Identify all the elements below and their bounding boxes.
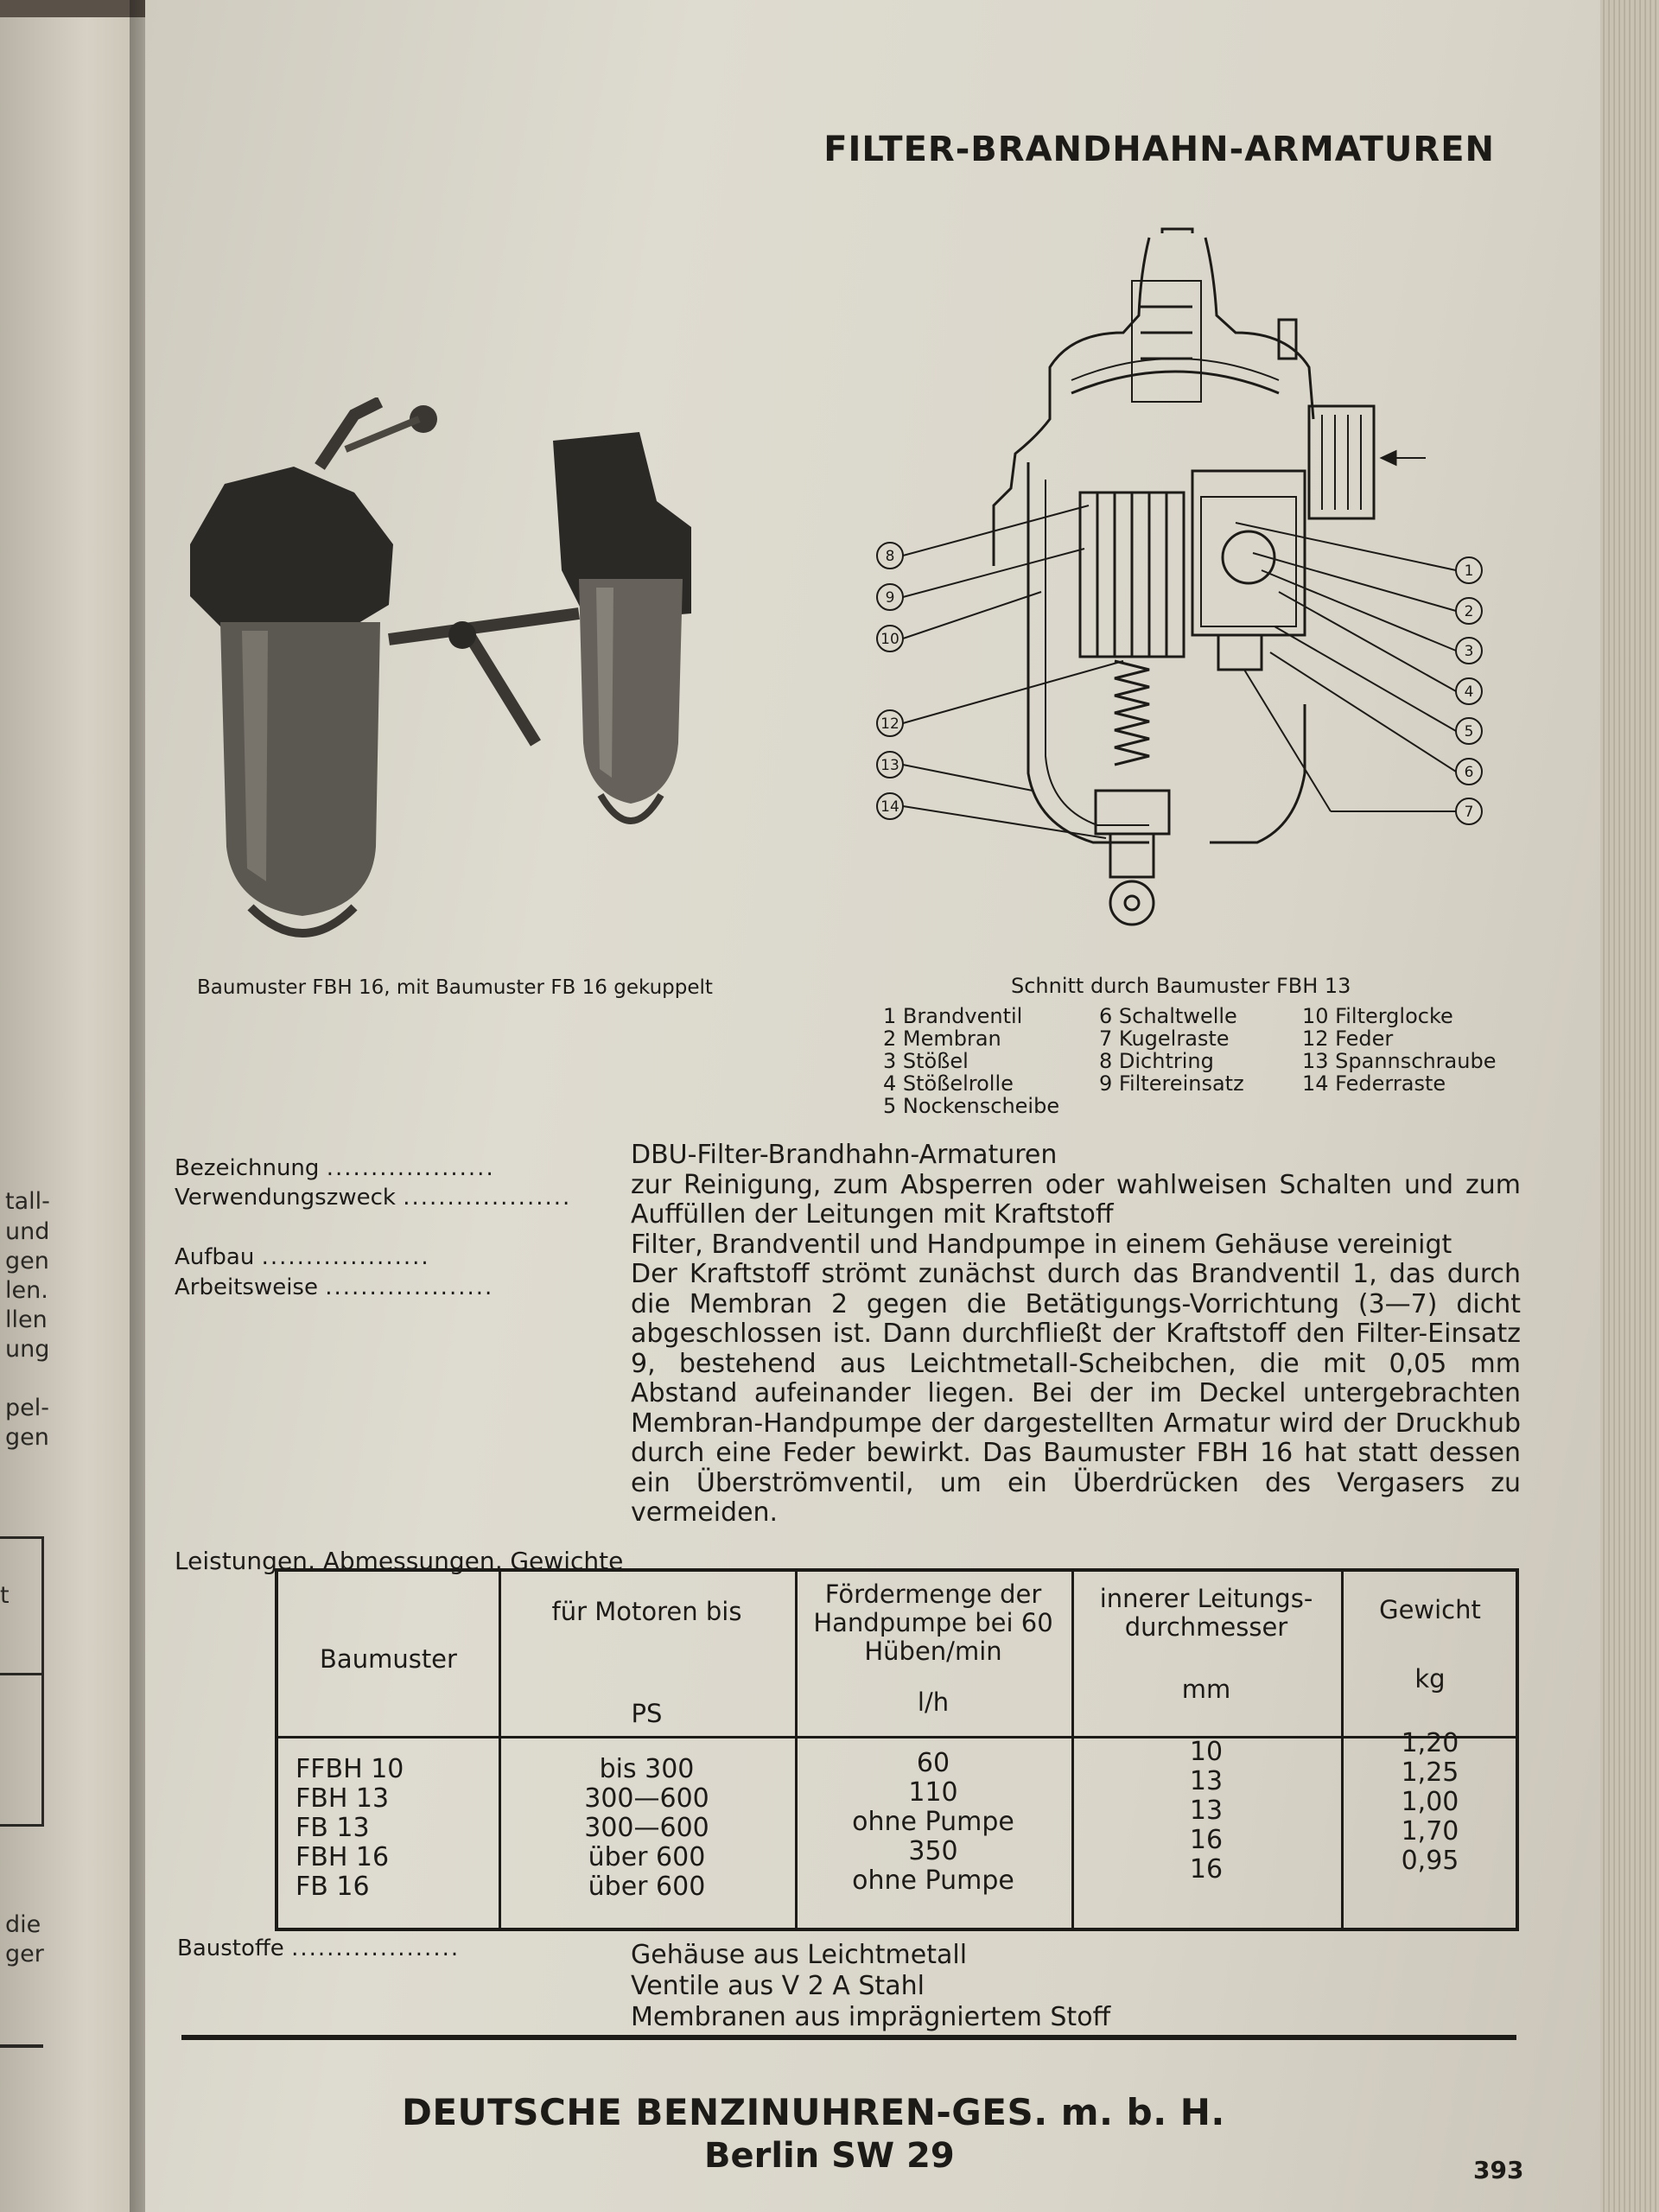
callout-4: 4 (1464, 683, 1474, 701)
callout-12: 12 (880, 715, 899, 733)
table-cell: 60 (916, 1748, 950, 1778)
spec-arbeitsweise: Der Kraftstoff strömt zunächst durch das Brandventil 1, das durch die Membran 2 gegen die Betätigungs-Vorrichtung (3—7) dicht abgeschlossen ist. Dann durchfließt der Kraftstoff den Filter-Einsatz 9, bestehend aus Leichtmetall-Scheibchen, die mit 0,05 mm Abstand aufeinander liegen. Bei der im Deckel untergebrachten Membran-Handpumpe der dargestellten Armatur wird der Druckhub durch eine Feder bewirkt. Das Baumuster FBH 16 hat statt dessen ein Überströmventil, um ein Überdrücken des Vergasers zu vermeiden. (631, 1259, 1521, 1528)
left-page-fragment: und (5, 1218, 50, 1245)
section-caption: Schnitt durch Baumuster FBH 13 (1011, 974, 1351, 998)
header-leitung: innerer Leitungs-durchmesser (1099, 1584, 1313, 1642)
header-gewicht-unit: kg (1414, 1664, 1446, 1694)
legend-item: 2 Membran (883, 1027, 1001, 1051)
spec-label-text: Verwendungszweck (175, 1185, 396, 1211)
table-cell: 10 (1189, 1737, 1224, 1767)
table-column-gewicht (1341, 1729, 1519, 1876)
callout-14: 14 (880, 798, 899, 816)
table-title: Leistungen, Abmessungen, Gewichte (175, 1547, 624, 1575)
legend-item: 8 Dichtring (1099, 1049, 1214, 1073)
left-page-fragment: die (5, 1911, 41, 1938)
table-column-motoren (499, 1755, 795, 1902)
legend-item: 5 Nockenscheibe (883, 1094, 1060, 1118)
spec-bezeichnung: DBU-Filter-Brandhahn-Armaturen (631, 1140, 1058, 1170)
header-motoren-unit: PS (631, 1699, 663, 1728)
table-cell: über 600 (588, 1872, 706, 1902)
callout-1: 1 (1464, 563, 1474, 580)
legend-item: 7 Kugelraste (1099, 1027, 1230, 1051)
callout-5: 5 (1464, 723, 1474, 741)
header-foerdermenge-unit: l/h (917, 1688, 950, 1717)
left-page-fragment: ung (5, 1336, 50, 1363)
left-page-fragment: llen (5, 1306, 48, 1333)
table-cell: 0,95 (1401, 1846, 1459, 1876)
leader-dots: ................... (326, 1155, 495, 1181)
filter-units-photo (173, 397, 830, 968)
table-cell: 350 (908, 1836, 958, 1866)
legend-item: 4 Stößelrolle (883, 1071, 1014, 1096)
left-page-table-fragment (0, 1536, 44, 1827)
callout-7: 7 (1464, 804, 1474, 821)
table-cell: ohne Pumpe (852, 1807, 1014, 1837)
table-cell: 1,00 (1401, 1787, 1459, 1817)
legend-item: 10 Filterglocke (1302, 1004, 1453, 1028)
header-baumuster: Baumuster (320, 1644, 457, 1674)
spec-label-text: Arbeitsweise (175, 1274, 318, 1300)
table-cell: 13 (1189, 1766, 1224, 1796)
callout-10: 10 (880, 631, 899, 648)
table-cell: ohne Pumpe (852, 1866, 1014, 1896)
legend-item: 12 Feder (1302, 1027, 1394, 1051)
table-cell: 16 (1189, 1854, 1224, 1885)
spec-label-text: Bezeichnung (175, 1155, 320, 1181)
table-cell: 1,70 (1401, 1816, 1459, 1847)
legend-item: 9 Filtereinsatz (1099, 1071, 1244, 1096)
table-cell: bis 300 (599, 1754, 695, 1784)
spec-label-arbeitsweise (175, 1274, 493, 1300)
page-stack-edge (1600, 0, 1659, 2212)
left-page-fragment: pel- (5, 1395, 49, 1421)
baustoffe-label (177, 1936, 460, 1961)
baustoffe-list (631, 1940, 1110, 2033)
table-column-baumuster (296, 1755, 468, 1902)
legend-item: 14 Federraste (1302, 1071, 1446, 1096)
footer-city: Berlin SW 29 (704, 2136, 955, 2176)
leader-dots: ................... (291, 1936, 461, 1961)
table-cell: FB 16 (296, 1872, 370, 1902)
left-page-fragment: len. (5, 1277, 48, 1304)
leader-dots: ................... (403, 1185, 572, 1211)
page-number: 393 (1473, 2156, 1524, 2184)
legend-item: 1 Brandventil (883, 1004, 1023, 1028)
callout-9: 9 (885, 589, 895, 607)
table-cell: 300—600 (584, 1813, 709, 1843)
parts-legend (883, 1005, 1557, 1122)
spec-label-bezeichnung (175, 1155, 495, 1181)
table-cell: FBH 13 (296, 1783, 390, 1814)
spec-verwendungszweck: zur Reinigung, zum Absperren oder wahlweisen Schalten und zum Auffüllen der Leitungen mit Kraftstoff (631, 1169, 1521, 1230)
callout-6: 6 (1464, 764, 1474, 781)
spec-label-aufbau (175, 1244, 430, 1270)
callout-8: 8 (885, 548, 895, 565)
photo-caption: Baumuster FBH 16, mit Baumuster FB 16 gekuppelt (197, 976, 713, 999)
spec-label-text: Aufbau (175, 1244, 255, 1270)
table-cell: 1,20 (1401, 1728, 1459, 1758)
header-foerdermenge: Fördermenge der Handpumpe bei 60 Hüben/min (813, 1580, 1053, 1666)
footer-company: DEUTSCHE BENZINUHREN-GES. m. b. H. (402, 2091, 1225, 2133)
left-page-fragment: gen (5, 1424, 49, 1451)
baustoffe-item: Ventile aus V 2 A Stahl (631, 1971, 925, 2001)
table-cell: 1,25 (1401, 1758, 1459, 1788)
spec-label-verwendungszweck (175, 1185, 571, 1211)
legend-item: 3 Stößel (883, 1049, 969, 1073)
leader-dots: ................... (325, 1274, 494, 1300)
callout-13: 13 (880, 757, 899, 774)
footer-rule (181, 2035, 1516, 2040)
header-leitung-unit: mm (1181, 1675, 1231, 1704)
callout-2: 2 (1464, 603, 1474, 620)
table-cell: FFBH 10 (296, 1754, 404, 1784)
section-drawing-fbh13 (864, 220, 1503, 963)
header-motoren: für Motoren bis (551, 1597, 742, 1626)
legend-item: 13 Spannschraube (1302, 1049, 1497, 1073)
table-column-foerdermenge (795, 1749, 1071, 1896)
leader-dots: ................... (261, 1244, 430, 1270)
table-cell: FBH 16 (296, 1842, 390, 1872)
table-cell: FB 13 (296, 1813, 370, 1843)
left-page-rule (0, 2044, 43, 2048)
left-facing-page (0, 17, 145, 2212)
spec-aufbau: Filter, Brandventil und Handpumpe in einem Gehäuse vereinigt (631, 1229, 1452, 1260)
table-cell: 13 (1189, 1796, 1224, 1826)
table-cell: 300—600 (584, 1783, 709, 1814)
left-page-fragment: tall- (5, 1188, 50, 1215)
baustoffe-label-text: Baustoffe (177, 1936, 284, 1961)
page-title: FILTER-BRANDHAHN-ARMATUREN (823, 130, 1495, 169)
left-page-fragment: ger (5, 1941, 44, 1967)
baustoffe-item: Gehäuse aus Leichtmetall (631, 1940, 968, 1970)
baustoffe-item: Membranen aus imprägniertem Stoff (631, 2002, 1111, 2032)
spec-body-text (631, 1141, 1521, 1529)
table-cell: 110 (908, 1777, 958, 1808)
table-cell: über 600 (588, 1842, 706, 1872)
left-page-fragment: gen (5, 1248, 49, 1274)
table-column-leitung (1071, 1738, 1341, 1885)
table-cell: 16 (1189, 1825, 1224, 1855)
left-page-fragment: t (0, 1582, 10, 1609)
legend-item: 6 Schaltwelle (1099, 1004, 1237, 1028)
specs-table (275, 1568, 1519, 1931)
header-gewicht: Gewicht (1379, 1595, 1481, 1624)
callout-3: 3 (1464, 643, 1474, 660)
